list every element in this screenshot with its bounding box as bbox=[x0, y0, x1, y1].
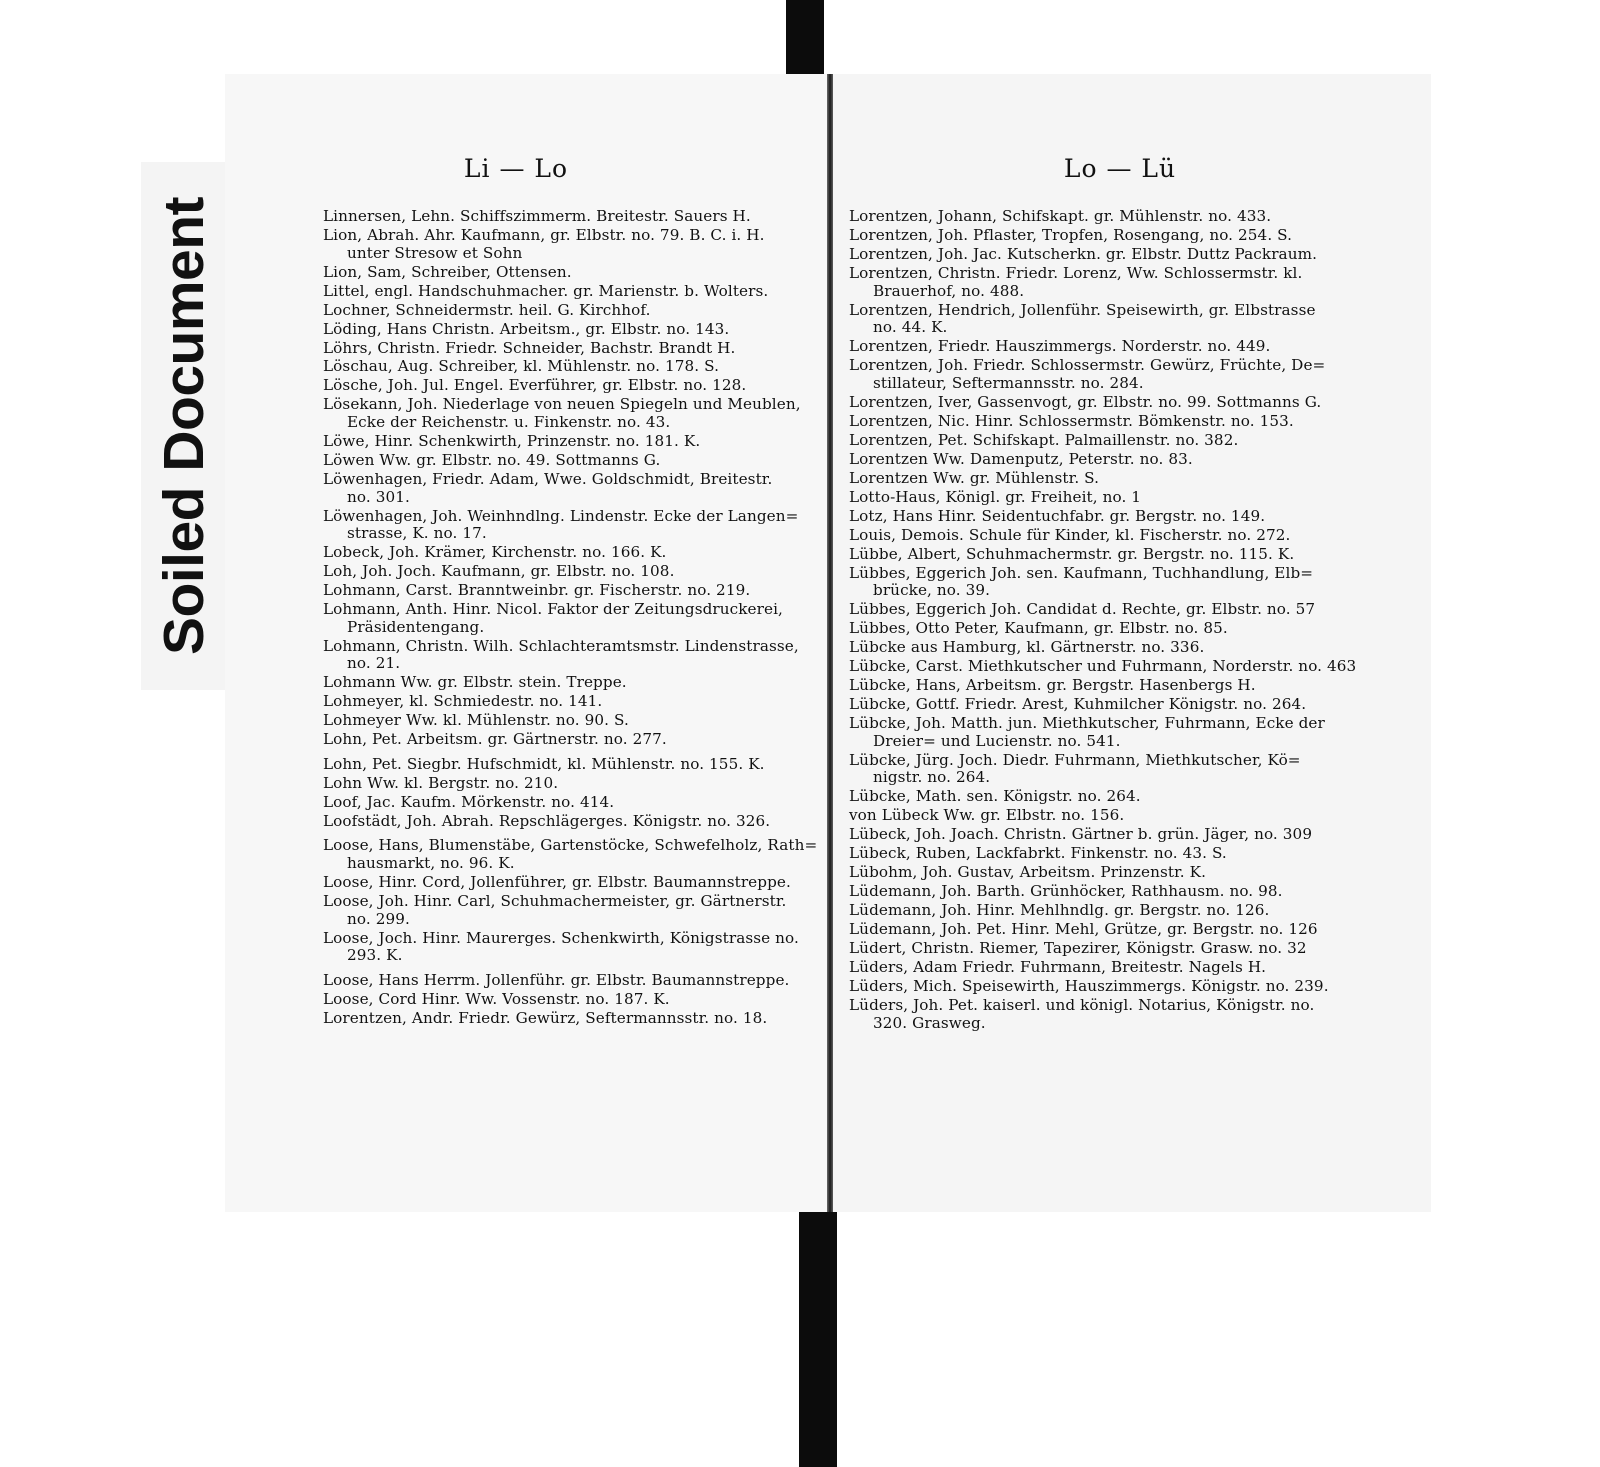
directory-entry bbox=[849, 527, 1349, 545]
directory-entry bbox=[849, 921, 1349, 939]
entry-continuation: 293. K. bbox=[347, 946, 403, 965]
directory-entry bbox=[323, 638, 813, 673]
entry-line: Lobeck, Joh. Krämer, Kirchenstr. no. 166. K. bbox=[323, 543, 667, 562]
entry-line: Lorentzen, Iver, Gassenvogt, gr. Elbstr. no. 99. Sottmanns G. bbox=[849, 392, 1322, 411]
directory-entry bbox=[849, 940, 1349, 958]
left-page-heading: Li — Lo bbox=[463, 154, 569, 183]
entry-line: Lohn, Pet. Arbeitsm. gr. Gärtnerstr. no. 277. bbox=[323, 730, 667, 749]
entry-continuation: no. 299. bbox=[347, 909, 410, 928]
entry-line: Lorentzen, Christn. Friedr. Lorenz, Ww. Schlossermstr. kl. bbox=[849, 263, 1303, 282]
directory-entry bbox=[849, 978, 1349, 996]
directory-entry bbox=[849, 883, 1349, 901]
directory-entry bbox=[849, 788, 1349, 806]
entry-line: Lübeck, Ruben, Lackfabrkt. Finkenstr. no. 43. S. bbox=[849, 844, 1227, 863]
right-page-entries bbox=[849, 207, 1357, 1034]
entry-line: Lübcke, Jürg. Joch. Diedr. Fuhrmann, Miethkutscher, Kö= bbox=[849, 750, 1301, 769]
entry-line: Littel, engl. Handschuhmacher. gr. Marienstr. b. Wolters. bbox=[323, 281, 769, 300]
right-page bbox=[833, 74, 1431, 1212]
entry-continuation: brücke, no. 39. bbox=[873, 581, 991, 600]
entry-continuation: strasse, K. no. 17. bbox=[347, 524, 487, 543]
entry-line: Loose, Joh. Hinr. Carl, Schuhmachermeister, gr. Gärtnerstr. bbox=[323, 891, 787, 910]
entry-line: Löwenhagen, Friedr. Adam, Wwe. Goldschmidt, Breitestr. bbox=[323, 470, 773, 488]
directory-entry bbox=[849, 997, 1349, 1032]
entry-continuation: nigstr. no. 264. bbox=[873, 768, 991, 787]
directory-entry bbox=[323, 794, 813, 812]
entry-continuation: hausmarkt, no. 96. K. bbox=[347, 853, 515, 872]
entry-line: Lotto-Haus, Königl. gr. Freiheit, no. 1 bbox=[849, 487, 1142, 506]
directory-entry bbox=[323, 601, 813, 636]
directory-entry bbox=[323, 756, 813, 774]
directory-entry bbox=[323, 321, 813, 339]
directory-entry bbox=[849, 752, 1349, 787]
directory-entry bbox=[849, 677, 1349, 695]
directory-entry bbox=[323, 227, 813, 262]
directory-entry bbox=[849, 639, 1349, 657]
directory-entry bbox=[323, 991, 813, 1009]
directory-entry bbox=[849, 845, 1349, 863]
entry-line: Linnersen, Lehn. Schiffszimmerm. Breitestr. Sauers H. bbox=[323, 207, 751, 225]
entry-line: Loofstädt, Joh. Abrah. Repschlägerges. Königstr. no. 326. bbox=[323, 811, 771, 830]
entry-line: Loose, Joch. Hinr. Maurerges. Schenkwirth, Königstrasse no. bbox=[323, 928, 799, 947]
entry-line: Louis, Demois. Schule für Kinder, kl. Fischerstr. no. 272. bbox=[849, 525, 1291, 544]
entry-line: Lübeck, Joh. Joach. Christn. Gärtner b. grün. Jäger, no. 309 bbox=[849, 825, 1313, 844]
directory-entry bbox=[323, 452, 813, 470]
entry-line: Lohmann Ww. gr. Elbstr. stein. Treppe. bbox=[323, 673, 627, 692]
entry-line: Löhrs, Christn. Friedr. Schneider, Bachstr. Brandt H. bbox=[323, 338, 736, 357]
entry-line: Lüdemann, Joh. Hinr. Mehlhndlg. gr. Bergstr. no. 126. bbox=[849, 901, 1270, 920]
entry-line: Lübcke, Gottf. Friedr. Arest, Kuhmilcher Königstr. no. 264. bbox=[849, 695, 1307, 714]
entry-line: Lüders, Joh. Pet. kaiserl. und königl. Notarius, Königstr. no. bbox=[849, 996, 1315, 1014]
directory-entry bbox=[849, 246, 1349, 264]
entry-continuation: Präsidentengang. bbox=[347, 617, 485, 636]
entry-continuation: Dreier= und Lucienstr. no. 541. bbox=[873, 731, 1121, 750]
entry-line: Löding, Hans Christn. Arbeitsm., gr. Elbstr. no. 143. bbox=[323, 319, 730, 338]
entry-line: Lohn Ww. kl. Bergstr. no. 210. bbox=[323, 773, 559, 792]
entry-continuation: no. 301. bbox=[347, 487, 410, 506]
entry-line: Lorentzen Ww. gr. Mühlenstr. S. bbox=[849, 468, 1100, 487]
directory-entry bbox=[323, 582, 813, 600]
directory-entry bbox=[849, 864, 1349, 882]
directory-entry bbox=[323, 674, 813, 692]
directory-entry bbox=[849, 508, 1349, 526]
directory-entry bbox=[323, 693, 813, 711]
entry-line: Lüders, Adam Friedr. Fuhrmann, Breitestr. Nagels H. bbox=[849, 958, 1267, 977]
directory-entry bbox=[849, 959, 1349, 977]
directory-entry bbox=[849, 696, 1349, 714]
document-label: Soiled Document bbox=[152, 196, 216, 656]
directory-entry bbox=[849, 902, 1349, 920]
entry-line: Lohmeyer, kl. Schmiedestr. no. 141. bbox=[323, 692, 603, 711]
entry-line: Lohn, Pet. Siegbr. Hufschmidt, kl. Mühlenstr. no. 155. K. bbox=[323, 754, 765, 773]
entry-line: Lüdemann, Joh. Barth. Grünhöcker, Rathhausm. no. 98. bbox=[849, 882, 1283, 901]
directory-entry bbox=[849, 413, 1349, 431]
directory-entry bbox=[323, 874, 813, 892]
directory-entry bbox=[323, 731, 813, 749]
left-page-entries bbox=[323, 207, 818, 1029]
entry-line: Löwenhagen, Joh. Weinhndlng. Lindenstr. Ecke der Langen= bbox=[323, 506, 799, 525]
entry-line: Lübcke, Joh. Matth. jun. Miethkutscher, Fuhrmann, Ecke der bbox=[849, 714, 1325, 733]
entry-line: Lorentzen Ww. Damenputz, Peterstr. no. 83. bbox=[849, 449, 1193, 468]
entry-line: Lübbe, Albert, Schuhmachermstr. gr. Bergstr. no. 115. K. bbox=[849, 544, 1295, 563]
entry-line: Lüdemann, Joh. Pet. Hinr. Mehl, Grütze, gr. Bergstr. no. 126 bbox=[849, 920, 1318, 939]
entry-line: Lorentzen, Friedr. Hauszimmergs. Norderstr. no. 449. bbox=[849, 337, 1271, 356]
directory-entry bbox=[849, 565, 1349, 600]
entry-line: Loose, Hans, Blumenstäbe, Gartenstöcke, Schwefelholz, Rath= bbox=[323, 836, 818, 855]
directory-entry bbox=[323, 893, 813, 928]
entry-line: Löschau, Aug. Schreiber, kl. Mühlenstr. no. 178. S. bbox=[323, 357, 720, 376]
directory-entry bbox=[849, 601, 1349, 619]
entry-continuation: no. 21. bbox=[347, 654, 401, 673]
entry-line: Lübbes, Otto Peter, Kaufmann, gr. Elbstr. no. 85. bbox=[849, 619, 1228, 638]
binding-spine-bottom bbox=[799, 1206, 837, 1467]
entry-line: Loof, Jac. Kaufm. Mörkenstr. no. 414. bbox=[323, 792, 615, 811]
directory-entry bbox=[323, 396, 813, 431]
entry-line: Lübbes, Eggerich Joh. Candidat d. Rechte, gr. Elbstr. no. 57 bbox=[849, 600, 1316, 619]
entry-continuation: 320. Grasweg. bbox=[873, 1013, 986, 1032]
entry-line: Lösekann, Joh. Niederlage von neuen Spiegeln und Meublen, bbox=[323, 395, 801, 414]
directory-entry bbox=[849, 338, 1349, 356]
directory-entry bbox=[323, 471, 813, 506]
entry-line: Lübcke aus Hamburg, kl. Gärtnerstr. no. 336. bbox=[849, 638, 1205, 657]
directory-entry bbox=[849, 357, 1349, 392]
directory-entry bbox=[849, 807, 1349, 825]
directory-entry bbox=[323, 377, 813, 395]
directory-entry bbox=[849, 657, 1357, 676]
directory-entry bbox=[323, 544, 813, 562]
entry-line: Lotz, Hans Hinr. Seidentuchfabr. gr. Bergstr. no. 149. bbox=[849, 506, 1266, 525]
directory-entry bbox=[323, 302, 813, 320]
directory-entry bbox=[323, 775, 813, 793]
directory-entry bbox=[323, 972, 813, 990]
directory-entry bbox=[323, 813, 813, 831]
directory-entry bbox=[323, 340, 813, 358]
entry-line: Lübcke, Math. sen. Königstr. no. 264. bbox=[849, 787, 1141, 806]
directory-entry bbox=[849, 489, 1349, 507]
entry-line: Lohmann, Carst. Branntweinbr. gr. Fischerstr. no. 219. bbox=[323, 581, 751, 600]
entry-line: Lorentzen, Joh. Pflaster, Tropfen, Rosengang, no. 254. S. bbox=[849, 225, 1293, 244]
directory-entry bbox=[849, 227, 1349, 245]
directory-entry bbox=[323, 563, 813, 581]
directory-entry bbox=[849, 265, 1349, 300]
entry-line: Lübcke, Hans, Arbeitsm. gr. Bergstr. Hasenbergs H. bbox=[849, 676, 1256, 695]
directory-entry bbox=[323, 358, 813, 376]
directory-entry bbox=[323, 433, 813, 451]
directory-entry bbox=[849, 546, 1349, 564]
entry-continuation: stillateur, Seftermannsstr. no. 284. bbox=[873, 373, 1144, 392]
entry-continuation: no. 44. K. bbox=[873, 318, 948, 337]
right-page-heading: Lo — Lü bbox=[1063, 154, 1177, 183]
directory-entry bbox=[323, 930, 813, 965]
entry-line: Lorentzen, Johann, Schifskapt. gr. Mühlenstr. no. 433. bbox=[849, 207, 1272, 225]
entry-line: Loose, Cord Hinr. Ww. Vossenstr. no. 187. K. bbox=[323, 989, 670, 1008]
entry-line: Lorentzen, Joh. Jac. Kutscherkn. gr. Elbstr. Duttz Packraum. bbox=[849, 244, 1318, 263]
entry-line: Lochner, Schneidermstr. heil. G. Kirchhof. bbox=[323, 300, 651, 319]
entry-line: Lorentzen, Hendrich, Jollenführ. Speisewirth, gr. Elbstrasse bbox=[849, 300, 1316, 319]
entry-line: Lorentzen, Nic. Hinr. Schlossermstr. Bömkenstr. no. 153. bbox=[849, 411, 1294, 430]
entry-line: Lorentzen, Pet. Schifskapt. Palmaillenstr. no. 382. bbox=[849, 430, 1239, 449]
entry-continuation: Ecke der Reichenstr. u. Finkenstr. no. 43. bbox=[347, 413, 671, 432]
binding-spine-top bbox=[786, 0, 824, 76]
entry-line: von Lübeck Ww. gr. Elbstr. no. 156. bbox=[849, 806, 1125, 825]
open-book bbox=[225, 74, 1431, 1212]
entry-line: Lion, Sam, Schreiber, Ottensen. bbox=[323, 262, 572, 281]
directory-entry bbox=[849, 208, 1349, 226]
directory-entry bbox=[849, 470, 1349, 488]
entry-line: Lübcke, Carst. Miethkutscher und Fuhrmann, Norderstr. no. 463 bbox=[849, 657, 1357, 676]
directory-entry bbox=[323, 283, 813, 301]
directory-entry bbox=[849, 432, 1349, 450]
entry-line: Loh, Joh. Joch. Kaufmann, gr. Elbstr. no. 108. bbox=[323, 562, 675, 581]
directory-entry bbox=[849, 394, 1349, 412]
entry-line: Lübohm, Joh. Gustav, Arbeitsm. Prinzenstr. K. bbox=[849, 863, 1206, 882]
directory-entry bbox=[849, 715, 1349, 750]
entry-line: Lösche, Joh. Jul. Engel. Everführer, gr. Elbstr. no. 128. bbox=[323, 376, 747, 395]
directory-entry bbox=[323, 264, 813, 282]
entry-line: Löwen Ww. gr. Elbstr. no. 49. Sottmanns G. bbox=[323, 451, 661, 470]
entry-line: Lorentzen, Andr. Friedr. Gewürz, Seftermannsstr. no. 18. bbox=[323, 1008, 768, 1027]
entry-line: Lohmann, Christn. Wilh. Schlachteramtsmstr. Lindenstrasse, bbox=[323, 636, 799, 655]
entry-line: Loose, Hinr. Cord, Jollenführer, gr. Elbstr. Baumannstreppe. bbox=[323, 872, 791, 891]
directory-entry bbox=[849, 826, 1349, 844]
left-page bbox=[225, 74, 827, 1212]
directory-entry bbox=[323, 508, 813, 543]
entry-line: Lion, Abrah. Ahr. Kaufmann, gr. Elbstr. no. 79. B. C. i. H. bbox=[323, 225, 765, 244]
entry-line: Löwe, Hinr. Schenkwirth, Prinzenstr. no. 181. K. bbox=[323, 432, 701, 451]
entry-continuation: unter Stresow et Sohn bbox=[347, 243, 523, 262]
entry-line: Lüders, Mich. Speisewirth, Hauszimmergs. Königstr. no. 239. bbox=[849, 977, 1329, 996]
directory-entry bbox=[323, 208, 813, 226]
entry-line: Lorentzen, Joh. Friedr. Schlossermstr. Gewürz, Früchte, De= bbox=[849, 356, 1326, 375]
directory-entry bbox=[323, 712, 813, 730]
entry-continuation: Brauerhof, no. 488. bbox=[873, 281, 1025, 300]
directory-entry bbox=[323, 836, 818, 872]
entry-line: Lohmann, Anth. Hinr. Nicol. Faktor der Zeitungsdruckerei, bbox=[323, 600, 783, 619]
entry-line: Lohmeyer Ww. kl. Mühlenstr. no. 90. S. bbox=[323, 711, 629, 730]
entry-line: Lüdert, Christn. Riemer, Tapezirer, Königstr. Grasw. no. 32 bbox=[849, 939, 1307, 958]
directory-entry bbox=[323, 1010, 813, 1028]
directory-entry bbox=[849, 620, 1349, 638]
directory-entry bbox=[849, 451, 1349, 469]
directory-entry bbox=[849, 302, 1349, 337]
entry-line: Loose, Hans Herrm. Jollenführ. gr. Elbstr. Baumannstreppe. bbox=[323, 970, 790, 989]
entry-line: Lübbes, Eggerich Joh. sen. Kaufmann, Tuchhandlung, Elb= bbox=[849, 563, 1314, 582]
